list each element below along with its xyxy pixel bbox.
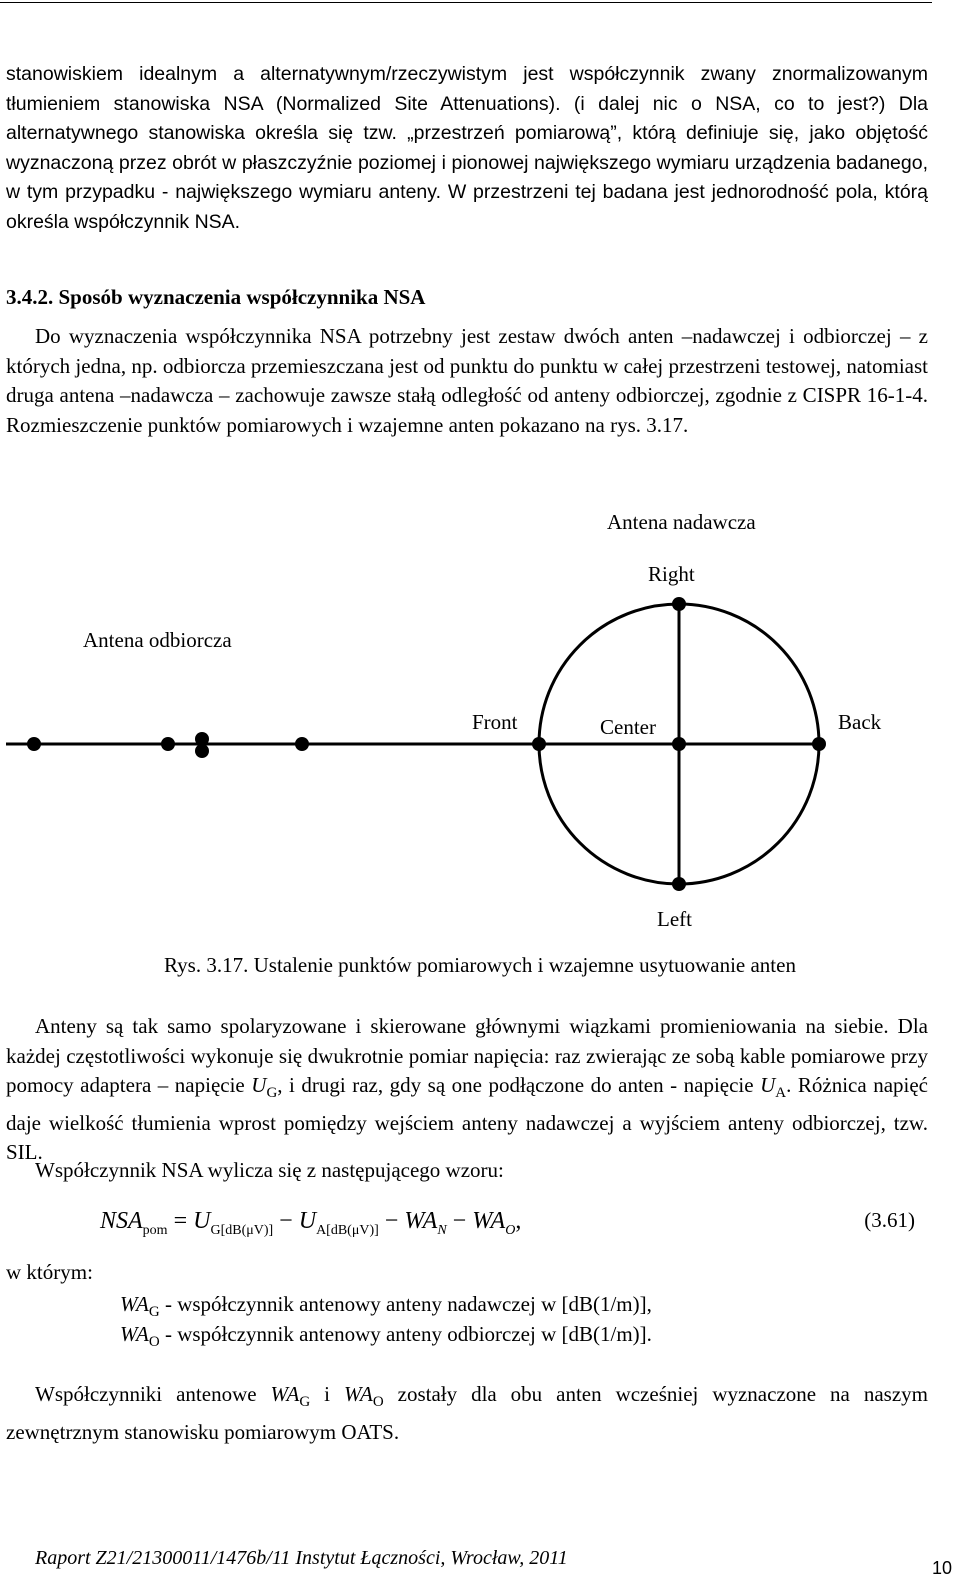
- point-5: [295, 737, 309, 751]
- point-2: [161, 737, 175, 751]
- footer-report: Raport Z21/21300011/1476b/11 Instytut Łączności, Wrocław, 2011: [35, 1547, 568, 1569]
- point-3: [195, 732, 209, 746]
- p3-text-3: . Różnica napięć daje wielkość tłumienia wprost pomiędzy wejściem anteny nadawczej a wyjściem anteny odbiorczej, tzw. SIL.: [6, 1073, 929, 1165]
- label-transmit-antenna: Antena nadawcza: [607, 510, 756, 534]
- eq-nsa-sub: pom: [142, 1222, 168, 1238]
- eq-wa1-sub: N: [437, 1222, 447, 1238]
- var-u-a: U: [760, 1073, 776, 1097]
- eq-u2-sub: A[dB(μV)]: [316, 1222, 379, 1238]
- equation-nsa: [100, 1208, 521, 1239]
- p5-text-1: Współczynniki antenowe: [35, 1382, 271, 1406]
- definition-wa-g: [120, 1292, 652, 1321]
- point-left: [672, 877, 686, 891]
- point-front: [532, 737, 546, 751]
- def-sub-1: G: [148, 1304, 160, 1321]
- var-u-g: U: [251, 1073, 267, 1097]
- def-var-1: WA: [120, 1292, 149, 1316]
- paragraph-measurement: [6, 1012, 928, 1168]
- paragraph-formula-intro: Współczynnik NSA wylicza się z następującego wzoru:: [35, 1158, 504, 1182]
- paragraph-nsa-intro: stanowiskiem idealnym a alternatywnym/rzeczywistym jest współczynnik zwany znormalizowanym tłumieniem stanowiska NSA (Normalized Site Attenuations). (i dalej nic o NSA, co to jest?) Dla alternatywnego stanowiska określa się tzw. „przestrzeń pomiarową”, którą definiuje się, jako objętość wyznaczoną przez obrót w płaszczyźnie poziomej i pionowej największego wymiaru urządzenia badanego, w tym przypadku - największego wymiaru anteny. W przestrzeni tej badana jest jednorodność pola, którą określa współczynnik NSA.: [6, 63, 928, 233]
- point-right: [672, 597, 686, 611]
- point-back: [812, 737, 826, 751]
- point-center: [672, 737, 686, 751]
- p5-text-3: zostały dla obu anten wcześniej wyznaczone na naszym zewnętrznym stanowisku pomiarowym OATS.: [6, 1382, 928, 1444]
- figure-caption: Rys. 3.17. Ustalenie punktów pomiarowych i wzajemne usytuowanie anten: [164, 953, 796, 977]
- definition-wa-o: [120, 1322, 652, 1351]
- eq-u2: U: [298, 1208, 317, 1234]
- def-sub-2: O: [148, 1334, 160, 1351]
- eq-nsa: NSA: [100, 1208, 143, 1234]
- point-1: [27, 737, 41, 751]
- eq-u1-sub: G[dB(μV)]: [210, 1222, 274, 1238]
- eq-minus-1: −: [273, 1208, 299, 1234]
- eq-wa2-sub: O: [505, 1222, 516, 1238]
- equation-number: (3.61): [864, 1208, 915, 1232]
- sub-g: G: [266, 1085, 278, 1102]
- paragraph-procedure: Do wyznaczenia współczynnika NSA potrzebny jest zestaw dwóch anten –nadawczej i odbiorczej – z których jedna, np. odbiorcza przemieszczana jest od punktu do punktu w całej przestrzeni testowej, natomiast druga antena –nadawcza – zachowuje zawsze stałą odległość od anteny odbiorczej, zgodnie z CISPR 16-1-4. Rozmieszczenie punktów pomiarowych i wzajemne anten pokazano na rys. 3.17.: [6, 324, 928, 437]
- label-right: Right: [648, 562, 695, 586]
- p3-text-1: Anteny są tak samo spolaryzowane i skierowane głównymi wiązkami promieniowania na siebie. Dla każdej częstotliwości wykonuje się dwukrotnie pomiar napięcia: raz zwierając ze sobą kable pomiarowe przy pomocy adaptera – napięcie: [6, 1014, 928, 1097]
- p5-var-1: WA: [270, 1382, 300, 1406]
- eq-equals: =: [167, 1208, 194, 1234]
- label-center: Center: [600, 715, 656, 739]
- sub-a: A: [775, 1085, 787, 1102]
- p5-text-2: i: [310, 1382, 344, 1406]
- point-4: [195, 744, 209, 758]
- def-var-2: WA: [120, 1322, 149, 1346]
- p5-sub-1: G: [299, 1394, 311, 1411]
- section-heading: 3.4.2. Sposób wyznaczenia współczynnika NSA: [6, 285, 426, 309]
- def-text-1: - współczynnik antenowy anteny nadawczej w [dB(1/m)],: [159, 1292, 652, 1316]
- eq-wa1: WA: [404, 1208, 438, 1234]
- eq-u1: U: [193, 1208, 211, 1234]
- label-back: Back: [838, 710, 882, 734]
- paragraph-antenna-factors: [6, 1380, 928, 1447]
- label-receive-antenna: Antena odbiorcza: [83, 628, 232, 652]
- eq-minus-3: −: [446, 1208, 473, 1234]
- page-number: 10: [931, 1558, 952, 1578]
- eq-wa2: WA: [472, 1208, 506, 1234]
- def-text-2: - współczynnik antenowy anteny odbiorczej w [dB(1/m)].: [159, 1322, 652, 1346]
- p5-sub-2: O: [372, 1394, 384, 1411]
- label-left: Left: [657, 907, 692, 931]
- p3-text-2: , i drugi raz, gdy są one podłączone do anten - napięcie: [277, 1073, 761, 1097]
- where-label: w którym:: [6, 1260, 93, 1284]
- eq-comma: ,: [515, 1208, 522, 1234]
- eq-minus-2: −: [378, 1208, 405, 1234]
- p5-var-2: WA: [343, 1382, 373, 1406]
- label-front: Front: [472, 710, 518, 734]
